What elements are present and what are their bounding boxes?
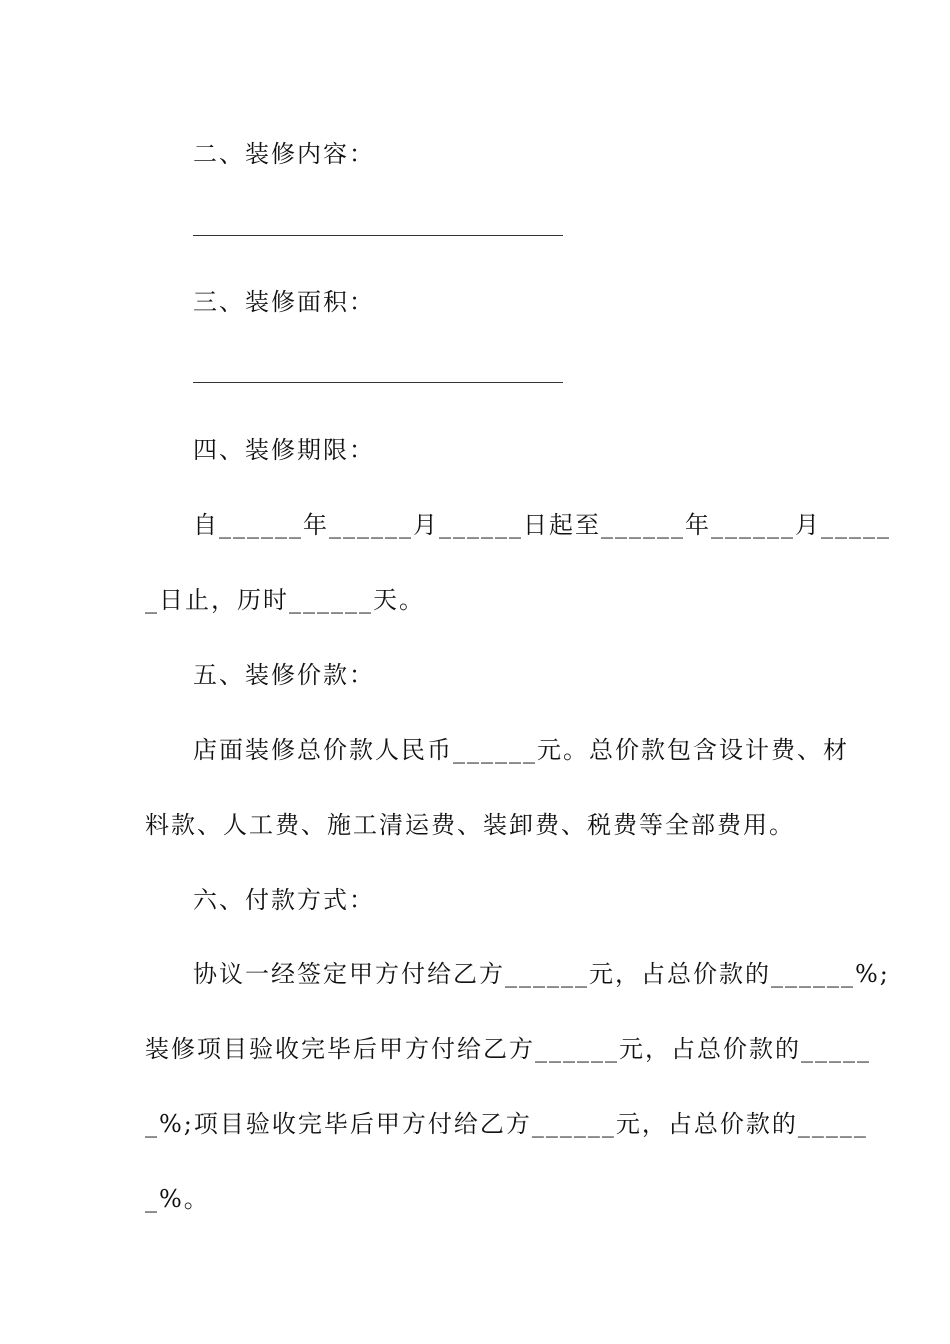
section-4-period-line-2: _日止，历时______天。	[145, 586, 425, 614]
section-2-blank-line	[193, 235, 563, 236]
section-6-payment-line-1: 协议一经签定甲方付给乙方______元，占总价款的______%;	[193, 960, 890, 988]
section-5-price-line-1: 店面装修总价款人民币______元。总价款包含设计费、材	[193, 736, 849, 764]
section-6-payment-line-2: 装修项目验收完毕后甲方付给乙方______元，占总价款的_____	[145, 1035, 871, 1063]
section-4-heading: 四、装修期限：	[193, 436, 375, 464]
section-6-payment-line-4: _%。	[145, 1185, 210, 1213]
section-5-heading: 五、装修价款：	[193, 661, 375, 689]
section-6-heading: 六、付款方式：	[193, 886, 375, 914]
section-4-period-line-1: 自______年______月______日起至______年______月_____	[193, 511, 891, 539]
section-5-price-line-2: 料款、人工费、施工清运费、装卸费、税费等全部费用。	[145, 811, 795, 839]
section-3-blank-line	[193, 382, 563, 383]
section-2-heading: 二、装修内容：	[193, 140, 375, 168]
section-3-heading: 三、装修面积：	[193, 288, 375, 316]
section-6-payment-line-3: _%;项目验收完毕后甲方付给乙方______元，占总价款的_____	[145, 1110, 868, 1138]
